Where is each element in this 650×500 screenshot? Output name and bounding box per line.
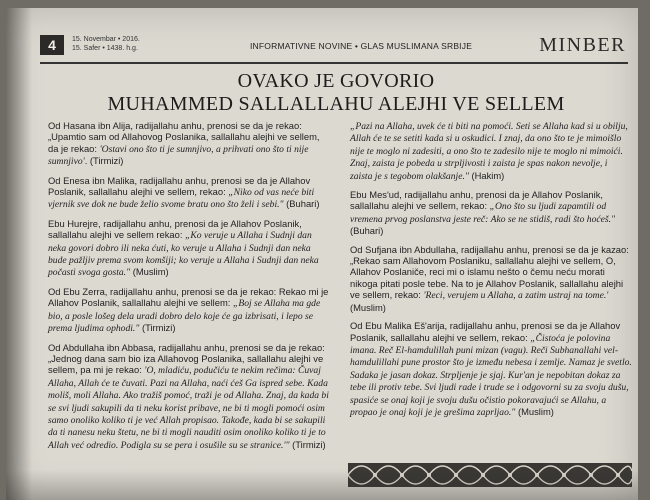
hadith-paragraph (48, 218, 330, 279)
hadith-paragraph (350, 244, 632, 313)
left-column (48, 120, 330, 458)
hadith-source: (Buhari) (283, 198, 320, 210)
date-gregorian: 15. Novembar • 2016. (72, 36, 140, 43)
hadith-paragraph (48, 342, 330, 452)
page-number: 4 (40, 35, 64, 55)
hadith-quote: 'Ostavi ono što ti je sumnjivo, a prihvati ono što ti nije sumnjivo' (48, 143, 309, 168)
hadith-quote: „Čistoća je polovina imana. Reč El-hamdulillah puni mizan (vagu). Reči Subhanallahi vel-hamdulillahi pune prostor što je između nebesa i zemlje. Namaz je svetlo. Sadaka je jasan dokaz. Strpljenje je sjaj. Kur'an je nepobitan dokaz za tebe ili protiv tebe. Svi ljudi rade i trude se i odgovorni su za svoju dušu, spasiće se onaj koji je svoju dušu očistio pokoravajući se Allahu, a propao je onaj koji je je grešima zaprljao." (350, 332, 632, 418)
hadith-quote: „Niko od vas neće biti vjernik sve dok ne bude želio svome bratu ono što želi i sebi." (48, 187, 315, 211)
right-column (350, 120, 632, 425)
hadith-intro: Ebu Mes'ud, radijallahu anhu, prenosi da je Allahov Poslanik, sallallahu alejhi ve sellem, rekao: (350, 189, 603, 212)
title-line-2: MUHAMMED SALLALLAHU ALEJHI VE SELLEM (107, 93, 565, 115)
newspaper-logo: MINBER (539, 34, 626, 56)
hadith-source: . (Tirmizi) (84, 155, 124, 167)
newspaper-page (6, 8, 638, 500)
hadith-source: (Tirmizi) (139, 322, 176, 334)
hadith-intro: Od Enesa ibn Malika, radijallahu anhu, prenosi se da je Allahov Poslanik, sallallahu alejhi ve sellem, rekao: (48, 174, 311, 198)
hadith-intro: Od Sufjana ibn Abdullaha, radijallahu anhu, prenosi se da je kazao: „Rekao sam Allahovom Poslaniku, sallallahu alejhi ve sellem, O, Allahov Poslaniče, reci mi o islamu nešto o čemu neću morati nikoga pitati posle tebe. Na to je Allahov Poslanik, sallallahu alejhi ve sellem, rekao: (350, 243, 629, 301)
hadith-source: (Tirmizi) (289, 438, 326, 450)
hadith-intro: Od Ebu Malika Eš'arija, radijallahu anhu, prenosi se da je Allahov Poslanik, sallallahu alejhi ve sellem, rekao: (350, 320, 621, 343)
hadith-source: (Hakim) (468, 169, 505, 181)
hadith-paragraph (48, 286, 330, 335)
hadith-quote: 'Reci, verujem u Allaha, a zatim ustraj na tome.' (423, 290, 609, 302)
date-hijri: 15. Safer • 1438. h.g. (72, 45, 138, 52)
issue-dates (72, 35, 140, 53)
newspaper-tagline: INFORMATIVNE NOVINE • GLAS MUSLIMANA SRBIJE (250, 41, 473, 51)
hadith-quote: „Boj se Allaha ma gde bio, a posle lošeg dela uradi dobro delo koje će ga izbrisati, i lepo se prema ljudima ophodi." (48, 298, 321, 335)
hadith-quote: „Ono što su ljudi zapamtili od vremena prvog poslanstva jeste reč: Ako se ne stidiš, radi što hoćeš." (350, 201, 616, 225)
hadith-intro: Ebu Hurejre, radijallahu anhu, prenosi da je Allahov Poslanik, sallallahu alejhi ve sellem rekao: (48, 217, 302, 241)
hadith-intro: Od Hasana ibn Alija, radijallahu anhu, prenosi se da je rekao: „Upamtio sam od Allahovog Poslanika, sallallahu alejhi ve sellem, da je rekao: (48, 120, 320, 154)
arabesque-border-ornament-icon (348, 463, 632, 487)
hadith-quote: „Ko veruje u Allaha i Sudnji dan neka govori dobro ili neka ćuti, ko veruje u Allaha i Sudnji dan neka bude pažljiv prema svom komšiji; ko veruje u Allaha i Sudnji dan neka počasti svoga gosta." (48, 230, 319, 279)
hadith-intro: Od Ebu Zerra, radijallahu anhu, prenosi se da je rekao: Rekao mi je Allahov Poslanik, sallallahu alejhi ve sellem: (48, 285, 329, 309)
hadith-paragraph (350, 320, 632, 418)
article-title (46, 70, 626, 116)
page-header (40, 28, 628, 64)
hadith-source: (Buhari) (350, 225, 384, 237)
hadith-source: (Muslim) (130, 266, 169, 278)
hadith-quote: „Pazi na Allaha, uvek će ti biti na pomoći. Seti se Allaha kad si u obilju, Allah će te se setiti kada si u oskudici. I znaj, da ono što te je mimoišlo nije te moglo ni zadesiti, a ono što te zadesilo nije te moglo ni mimoići. Znaj, zaista je pobeda u strpljivosti i zaista je spas nakon nevolje, i zaista je s tegobom olakšanje." (350, 121, 628, 182)
hadith-paragraph (350, 120, 632, 182)
hadith-quote: 'O, mladiću, podučiću te nekim rečima: Čuvaj Allaha, Allah će te čuvati. Pazi na Allaha, naći ćeš Ga ispred sebe. Kada moliš, moli Allaha. Ako tražiš pomoć, traži je od Allaha. Znaj, da kada bi se svi ljudi sakupili da ti neku korist pribave, ne bi ti mogli pomoći osim samo onoliko koliko ti je već Allah propisao. Takođe, kada bi se sakupili da ti nanesu neku štetu, ne bi ti mogli nauditi osim onoliko koliko ti je to Allah već odredio. Podigla su se pera i osušile su se stranice.'" (48, 365, 329, 451)
hadith-source: (Muslim) (515, 405, 554, 417)
hadith-paragraph (48, 175, 330, 211)
title-line-1: OVAKO JE GOVORIO (237, 70, 435, 92)
hadith-paragraph (350, 189, 632, 237)
hadith-paragraph (48, 120, 330, 168)
hadith-intro: Od Abdullaha ibn Abbasa, radijallahu anhu, prenosi se da je rekao: „Jednog dana sam bio iza Allahovog Poslanika, sallallahu alejhi ve sellem, pa mi je rekao: (48, 341, 325, 376)
page-fold-shadow (6, 8, 32, 500)
hadith-source: (Muslim) (350, 301, 386, 313)
